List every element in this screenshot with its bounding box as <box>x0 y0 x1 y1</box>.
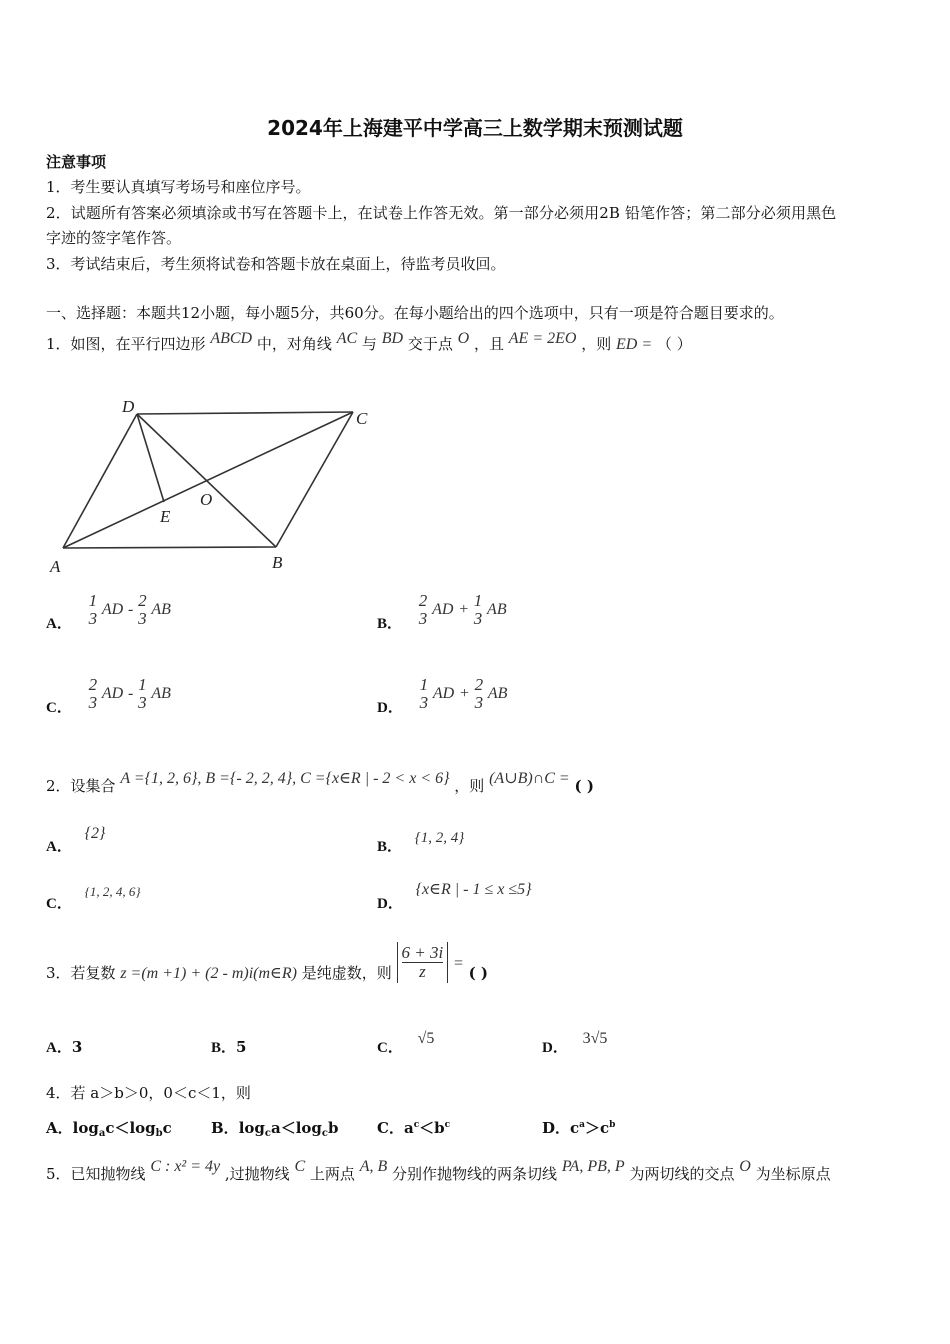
label-b: B <box>272 553 283 572</box>
operator: - <box>128 601 134 618</box>
option-value: 3√5 <box>582 1030 608 1047</box>
q1-text: 1．如图，在平行四边形 <box>46 335 206 353</box>
option-text: log <box>238 1119 265 1137</box>
q2-paren: ( ) <box>574 777 594 795</box>
q4-option-b[interactable] <box>211 1117 339 1139</box>
q4-option-a[interactable] <box>46 1117 172 1139</box>
option-text: a＜log <box>270 1119 322 1137</box>
fraction: 1 3 <box>138 675 147 712</box>
option-sub: b <box>155 1128 163 1139</box>
q1-text: ，且 <box>473 335 504 353</box>
q2-text: 2．设集合 <box>46 777 116 795</box>
question-2-stem <box>46 770 594 796</box>
q2-option-b[interactable] <box>377 826 465 855</box>
question-3-stem <box>46 942 489 983</box>
option-text: a <box>403 1119 414 1137</box>
parallelogram-figure <box>40 390 380 580</box>
q1-condition: AE = 2EO <box>508 330 577 347</box>
label-e: E <box>160 507 171 526</box>
diagonal-ac <box>63 412 353 548</box>
option-letter: C． <box>46 700 72 716</box>
option-letter: D． <box>542 1119 571 1137</box>
option-letter: A． <box>46 1040 72 1056</box>
q1-option-c[interactable] <box>46 675 171 716</box>
option-text: c＜log <box>105 1119 156 1137</box>
equals: = <box>453 955 464 972</box>
q2-option-a[interactable] <box>46 822 106 855</box>
label-o: O <box>200 490 213 509</box>
q2-text: ，则 <box>454 777 485 795</box>
q5-text: 5．已知抛物线 <box>46 1165 146 1183</box>
fraction: $\frac{6 + 3i}{z}$ <box>401 942 444 981</box>
q1-text: 交于点 <box>407 335 453 353</box>
q5-curve: C : x² = 4y <box>150 1158 221 1175</box>
operator: - <box>128 685 134 702</box>
option-sub: a <box>98 1128 106 1139</box>
fraction: 2 3 <box>138 591 147 628</box>
q2-option-c[interactable] <box>46 880 141 912</box>
option-value: {1, 2, 4, 6} <box>84 884 141 899</box>
option-value: {x∈R | - 1 ≤ x ≤5} <box>415 881 532 898</box>
q5-tangents: PA, PB, P <box>561 1158 625 1175</box>
fraction: 1 3 <box>88 591 98 628</box>
fraction: 1 3 <box>419 675 429 712</box>
vector-ab: AB <box>487 685 508 702</box>
q3-option-a[interactable] <box>46 1036 82 1057</box>
q5-o: O <box>739 1158 751 1175</box>
option-letter: D． <box>377 896 403 912</box>
q3-paren: ( ) <box>468 964 489 982</box>
q1-ed: ED = <box>616 336 653 353</box>
operator: + <box>459 685 470 702</box>
option-value: 3 <box>71 1038 83 1056</box>
operator: + <box>458 601 469 618</box>
q1-option-a[interactable] <box>46 591 171 632</box>
q3-text: 3．若复数 <box>46 964 116 982</box>
option-letter: C． <box>377 1040 403 1056</box>
q1-o: O <box>457 330 470 347</box>
question-5-stem <box>46 1158 831 1184</box>
fraction: 2 3 <box>474 675 484 712</box>
vector-ad: AD <box>432 685 455 702</box>
label-a: A <box>50 557 61 576</box>
option-letter: B． <box>377 839 403 855</box>
option-value: 5 <box>236 1038 247 1056</box>
q5-text: 分别作抛物线的两条切线 <box>392 1165 558 1183</box>
q1-abcd: ABCD <box>210 330 253 347</box>
q2-sets: A ={1, 2, 6}, B ={- 2, 2, 4}, C ={x∈R | - 2 < x < 6} <box>120 770 450 787</box>
q1-option-d[interactable] <box>377 675 508 716</box>
fraction: 1 3 <box>473 591 483 628</box>
option-letter: B． <box>377 616 403 632</box>
option-sub: c <box>321 1128 328 1139</box>
note-item: 2．试题所有答案必须填涂或书写在答题卡上，在试卷上作答无效。第一部分必须用2B 铅笔作答；第二部分必须用黑色 <box>46 204 837 222</box>
q4-option-d[interactable] <box>542 1117 615 1138</box>
option-letter: B． <box>211 1040 237 1056</box>
vector-ad: AD <box>101 685 124 702</box>
edge-ad <box>63 414 137 548</box>
option-text: log <box>72 1119 99 1137</box>
edge-ab <box>63 547 276 548</box>
option-letter: C． <box>46 896 72 912</box>
abs-value <box>397 942 449 983</box>
q1-option-b[interactable] <box>377 591 507 632</box>
label-c: C <box>356 409 368 428</box>
option-value: {2} <box>84 825 106 842</box>
option-letter: A． <box>46 1119 73 1137</box>
question-4-stem: 4．若 a＞b＞0，0＜c＜1，则 <box>46 1084 251 1102</box>
option-letter: A． <box>46 839 72 855</box>
option-letter: C． <box>377 1119 404 1137</box>
option-text: c <box>570 1119 580 1137</box>
fraction: 2 3 <box>88 675 98 712</box>
option-sup: c <box>444 1120 451 1130</box>
q5-text: ,过抛物线 <box>224 1165 290 1183</box>
option-text: ＜b <box>419 1119 445 1137</box>
vector-ab: AB <box>151 601 171 618</box>
q1-ac: AC <box>336 330 358 347</box>
q5-c: C <box>294 1158 306 1175</box>
option-letter: B． <box>211 1119 239 1137</box>
note-item: 3．考试结束后，考生须将试卷和答题卡放在桌面上，待监考员收回。 <box>46 255 506 273</box>
q1-bd: BD <box>381 330 404 347</box>
vector-ad: AD <box>101 601 124 618</box>
edge-cb <box>276 412 353 547</box>
option-letter: D． <box>377 700 403 716</box>
q2-option-d[interactable] <box>377 878 532 912</box>
option-sup: c <box>413 1120 420 1130</box>
label-d: D <box>122 397 135 416</box>
option-sub: c <box>264 1128 271 1139</box>
option-letter: A． <box>46 616 72 632</box>
fraction: 2 3 <box>418 591 428 628</box>
q2-expression: (A∪B)∩C = <box>489 770 570 787</box>
option-sup: b <box>609 1120 616 1130</box>
notes-heading: 注意事项 <box>46 153 107 171</box>
q1-text: ，则 <box>581 335 612 353</box>
q1-text: 与 <box>361 335 377 353</box>
q5-ab: A, B <box>359 1158 388 1175</box>
option-text: ＞c <box>585 1119 610 1137</box>
section-heading: 一、选择题：本题共12小题，每小题5分，共60分。在每小题给出的四个选项中，只有一项是符合题目要求的。 <box>46 304 784 322</box>
q3-complex: z =(m +1) + (2 - m)i(m∈R) <box>120 965 297 982</box>
q5-text: 为坐标原点 <box>755 1165 831 1183</box>
q1-paren: （ ） <box>656 335 692 353</box>
edge-dc <box>137 412 353 414</box>
q3-text: 是纯虚数，则 <box>301 964 392 982</box>
page-title: 2024年上海建平中学高三上数学期末预测试题 <box>267 116 683 140</box>
option-sup: a <box>579 1120 585 1130</box>
option-text: b <box>328 1119 339 1137</box>
vector-ab: AB <box>487 601 507 618</box>
vector-ab: AB <box>151 685 171 702</box>
vector-ad: AD <box>432 601 454 618</box>
q4-option-c[interactable] <box>377 1117 450 1138</box>
option-letter: D． <box>542 1040 568 1056</box>
q5-text: 为两切线的交点 <box>629 1165 735 1183</box>
note-item: 字迹的签字笔作答。 <box>46 229 182 247</box>
q3-option-b[interactable] <box>211 1036 246 1057</box>
q5-text: 上两点 <box>309 1165 355 1183</box>
q3-option-d[interactable] <box>542 1030 608 1057</box>
option-value: {1, 2, 4} <box>414 830 465 846</box>
q1-text: 中，对角线 <box>256 335 332 353</box>
note-item: 1．考生要认真填写考场号和座位序号。 <box>46 178 311 196</box>
question-1-stem <box>46 330 692 354</box>
option-value: √5 <box>417 1030 435 1047</box>
option-text: c <box>162 1119 172 1137</box>
q3-option-c[interactable] <box>377 1030 435 1057</box>
